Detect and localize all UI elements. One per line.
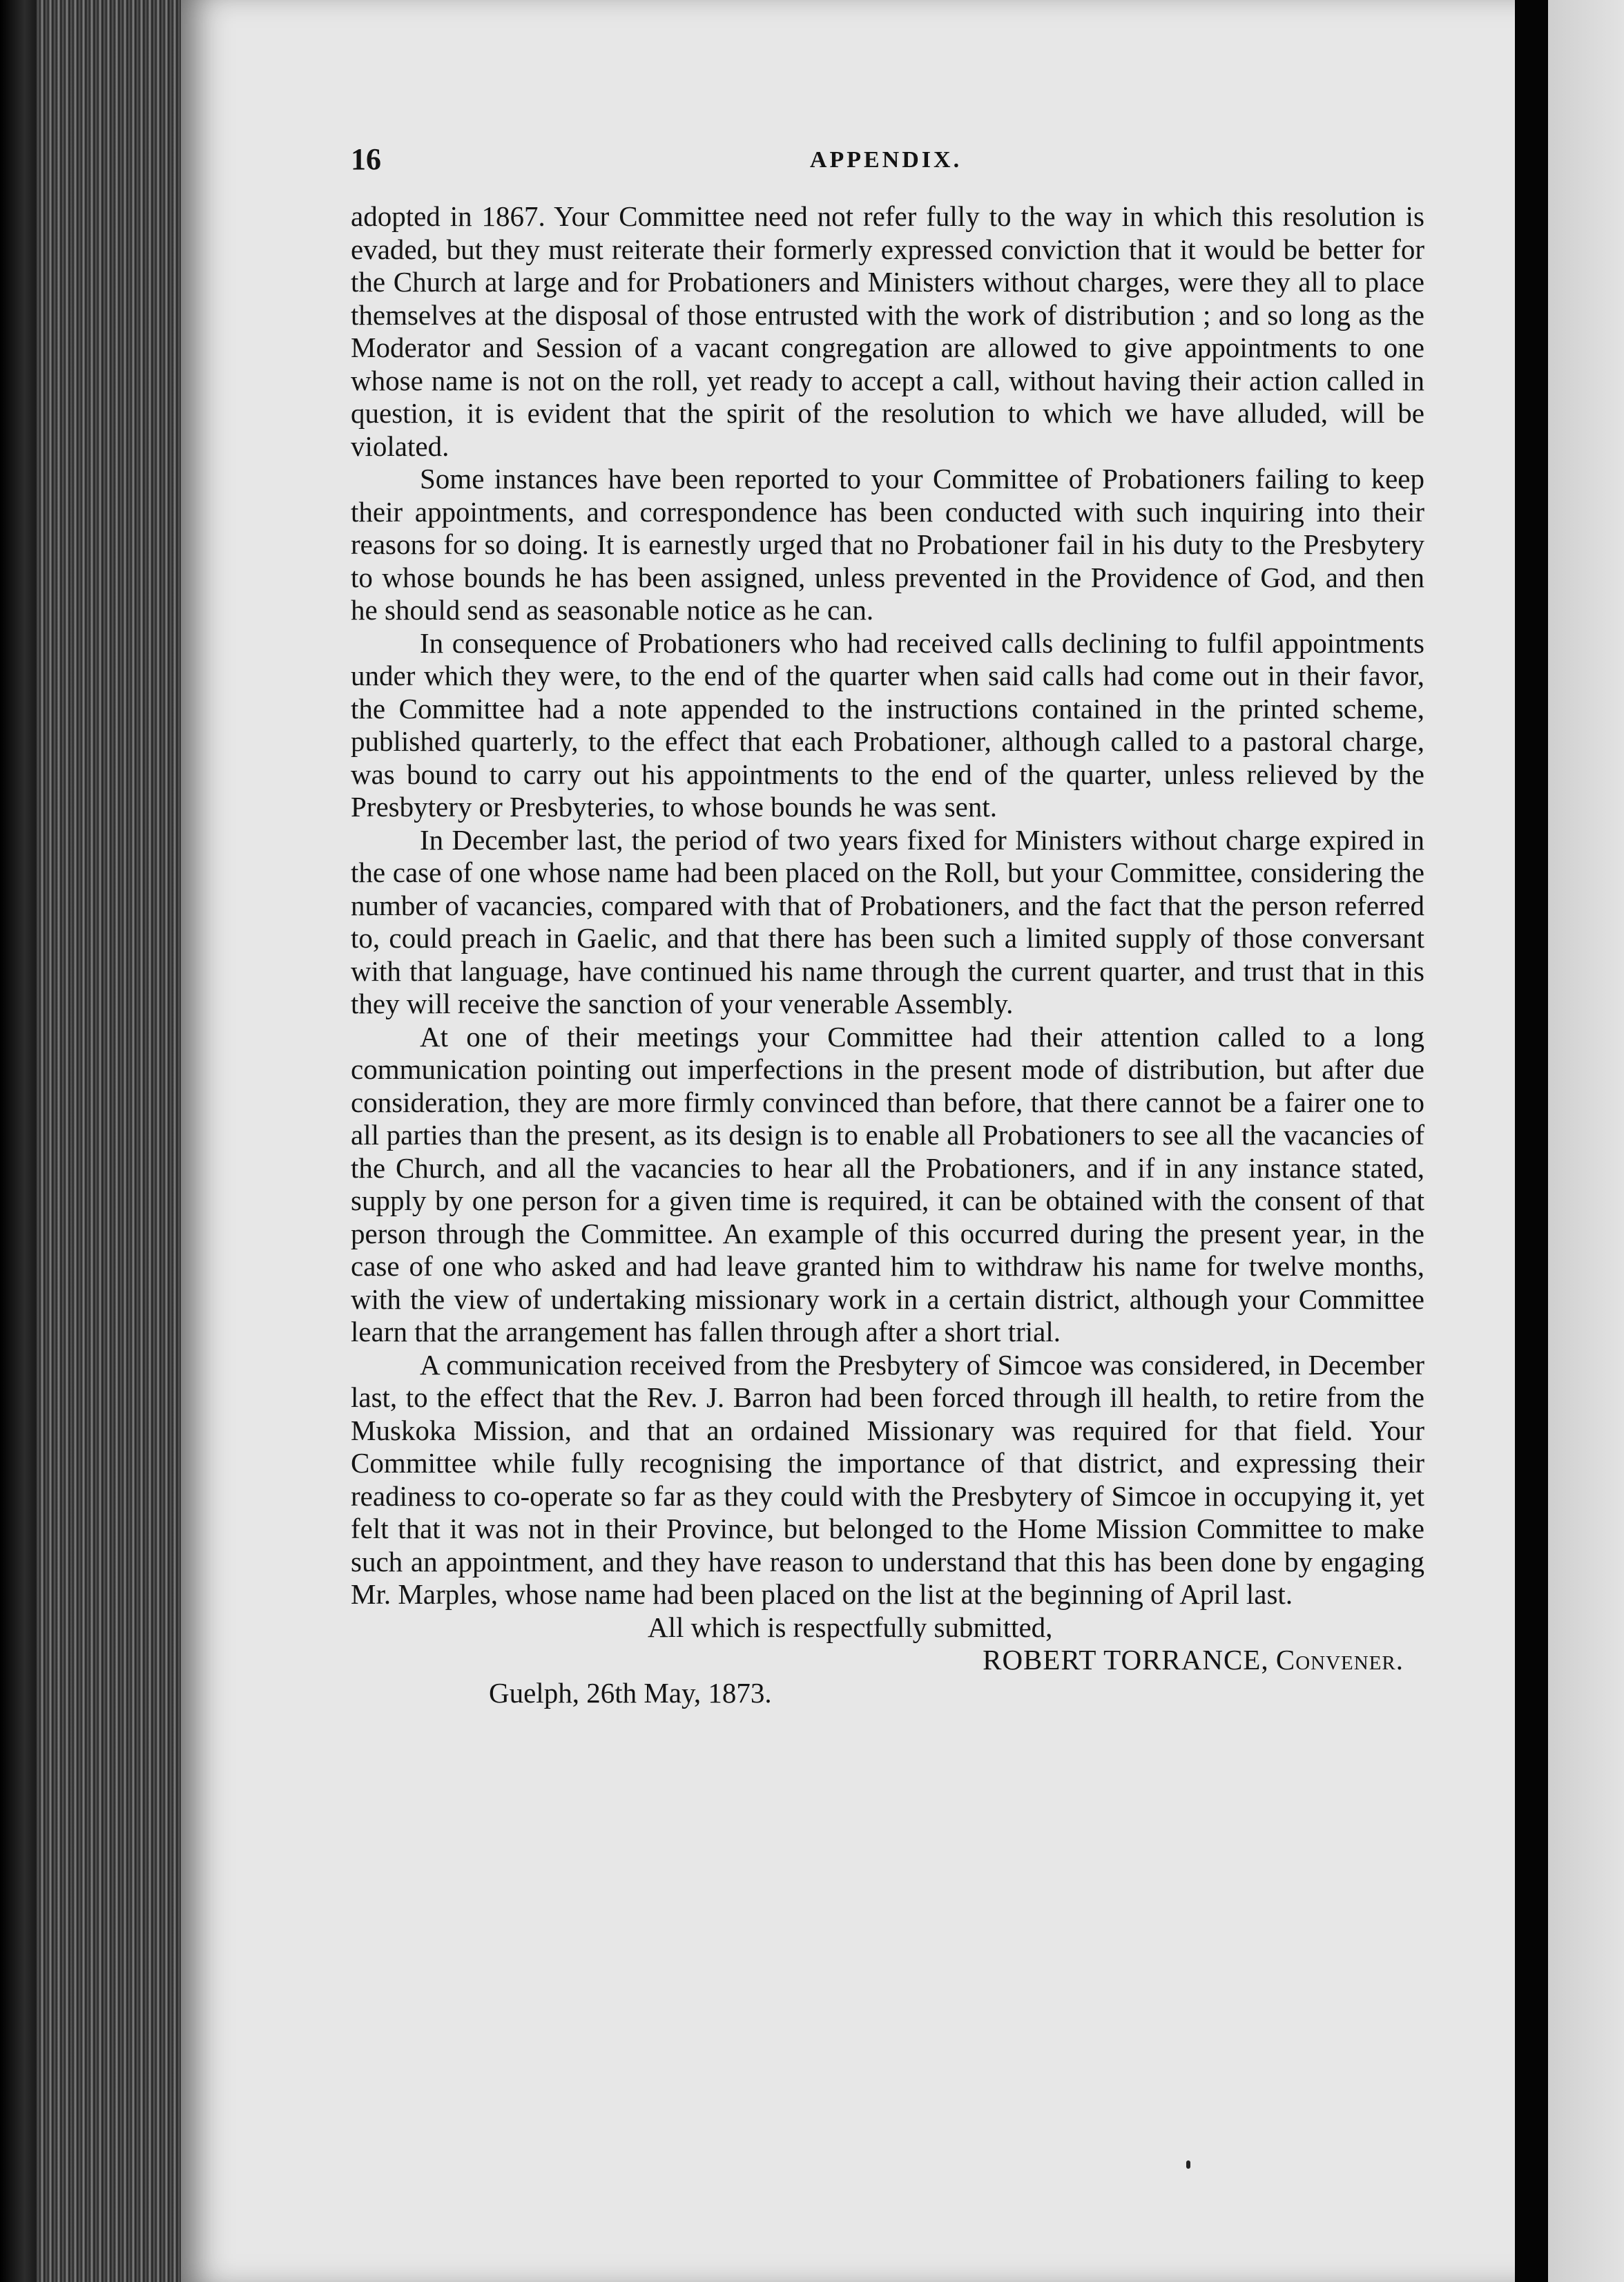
signature-title: Convener. xyxy=(1275,1644,1404,1676)
book-binding xyxy=(0,0,41,2282)
scan-border xyxy=(1515,0,1548,2282)
signature-name: ROBERT TORRANCE, xyxy=(983,1644,1269,1676)
paragraph: adopted in 1867. Your Committee need not refer fully to the way in which this resolution is evaded, but they must reiterate their formerly expressed conviction that it would be better for the Church at large and for Probationers and Ministers without charges, were they all to place themselves at the disposal of those entrusted with the work of distribution ; and so long as the Moderator and Session of a vacant congregation are allowed to give appointments to one whose name is not on the roll, yet ready to accept a call, without having their action called in question, it is evident that the spirit of the resolution to which we have alluded, will be violated. xyxy=(351,200,1424,462)
page-number: 16 xyxy=(351,142,381,176)
paragraph: At one of their meetings your Committee had their attention called to a long communication pointing out imperfections in the present mode of distribution, but after due consideration, they are more firmly convinced than before, that there cannot be a fairer one to all parties than the present, as its design is to enable all Probationers to see all the vacancies of the Church, and all the vacancies to hear all the Probationers, and if in any instance stated, supply by one person for a given time is required, it can be obtained with the consent of that person through the Committee. An example of this occurred during the present year, in the case of one who asked and had leave granted him to withdraw his name for twelve months, with the view of undertaking missionary work in a certain district, although your Committee learn that the arrangement has fallen through after a short trial. xyxy=(351,1020,1424,1348)
running-head: APPENDIX. xyxy=(809,147,963,173)
page-edges xyxy=(36,0,188,2282)
paragraph: In consequence of Probationers who had received calls declining to fulfil appointments under which they were, to the end of the quarter when said calls had come out in their favor, the Committee had a note appended to the instructions contained in the printed scheme, published quarterly, to the effect that each Probationer, although called to a pastoral charge, was bound to carry out his appointments to the end of the quarter, unless relieved by the Presbytery or Presbyteries, to whose bounds he was sent. xyxy=(351,626,1424,823)
paragraph: A communication received from the Presbytery of Simcoe was considered, in December last, to the effect that the Rev. J. Barron had been forced through ill health, to retire from the Muskoka Mission, and that an ordained Missionary was required for that field. Your Committee while fully recognising the importance of that district, and expressing their readiness to co-operate so far as they could with the Presbytery of Simcoe in occupying it, yet felt that it was not in their Province, but belonged to the Home Mission Committee to make such an appointment, and they have reason to understand that this has been done by engaging Mr. Marples, whose name had been placed on the list at the beginning of April last. xyxy=(351,1348,1424,1610)
closing-line: All which is respectfully submitted, xyxy=(648,1611,1053,1643)
paragraph: In December last, the period of two years fixed for Ministers without charge expired in the case of one whose name had been placed on the Roll, but your Committee, considering the number of vacancies, compared with that of Probationers, and the fact that the person referred to, could preach in Gaelic, and that there has been such a limited supply of those conversant with that language, have continued his name through the current quarter, and trust that in this they will receive the sanction of your venerable Assembly. xyxy=(351,823,1424,1019)
signature xyxy=(351,1644,1424,1677)
page-header xyxy=(351,142,1421,183)
paragraph: Some instances have been reported to your Committee of Probationers failing to keep their appointments, and correspondence has been conducted with such inquiring into their reasons for so doing. It is earnestly urged that no Probationer fail in his duty to the Presbytery to whose bounds he has been assigned, unless prevented in the Providence of God, and then he should send as seasonable notice as he can. xyxy=(351,463,1424,626)
date-line: Guelph, 26th May, 1873. xyxy=(489,1677,772,1709)
facing-page-edge xyxy=(1548,0,1624,2282)
body-text xyxy=(351,200,1424,1710)
ink-mark xyxy=(1186,2160,1190,2169)
